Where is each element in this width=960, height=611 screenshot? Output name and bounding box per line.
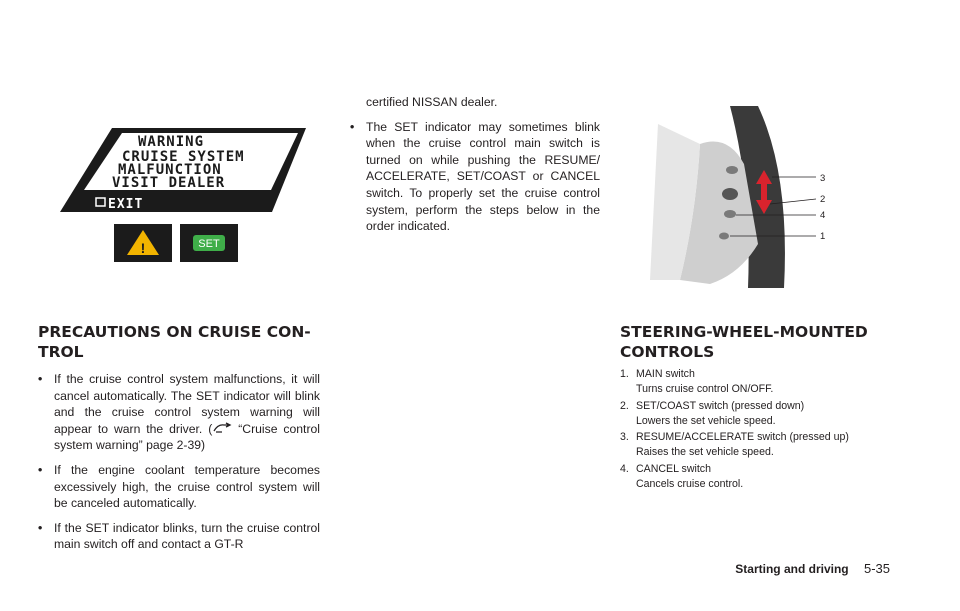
control-description: Raises the set vehicle speed.	[636, 446, 774, 458]
controls-heading	[620, 322, 920, 362]
precaution-item-1-ref-link[interactable]: “Cruise control system warning” page 2-39)	[54, 421, 320, 453]
precaution-item-3-continuation: certified NISSAN dealer.	[366, 95, 498, 109]
list-item	[620, 367, 920, 397]
callout-number: 3	[820, 173, 826, 184]
steering-wheel-illustration	[640, 104, 870, 290]
bullet: •	[38, 462, 43, 477]
precaution-item-1-ref-open: (	[208, 421, 213, 436]
list-item	[620, 430, 920, 460]
precautions-list-continued	[350, 94, 600, 235]
control-description: Lowers the set vehicle speed.	[636, 414, 776, 427]
display-line-3: MALFUNCTION	[118, 162, 222, 178]
callout-number: 4	[820, 210, 826, 221]
list-item	[38, 462, 320, 512]
controls-heading-line-1: STEERING-WHEEL-MOUNTED	[620, 323, 868, 341]
control-name: MAIN switch	[636, 368, 695, 380]
precaution-item-1-text: If the cruise control system malfunctions, it will cancel automatically. The SET indicator will blink and the cruise control system warning will appear to warn the driver.	[54, 372, 320, 436]
wheel-button-icon	[724, 210, 736, 218]
display-line-4: VISIT DEALER	[112, 175, 226, 191]
precaution-item-2-text: If the engine coolant temperature becomes excessively high, the cruise control system will be canceled automatically.	[54, 462, 320, 511]
control-number: 1.	[620, 368, 629, 380]
bullet: •	[38, 372, 43, 386]
precautions-heading-line-2: TROL	[38, 343, 84, 361]
list-item	[38, 520, 320, 553]
control-name: RESUME/ACCELERATE switch (pressed up)	[636, 431, 849, 443]
precautions-continued	[350, 94, 600, 243]
control-number: 4.	[620, 462, 629, 475]
wheel-button-icon	[722, 188, 738, 200]
list-item	[620, 399, 920, 429]
precautions-heading-line-1: PRECAUTIONS ON CRUISE CON-	[38, 323, 311, 341]
controls-list	[620, 367, 920, 492]
precautions-heading	[38, 322, 320, 362]
bullet: •	[38, 520, 43, 535]
control-number: 3.	[620, 431, 629, 443]
precautions-list	[38, 371, 320, 553]
warning-symbol: !	[140, 240, 146, 256]
controls-section	[620, 322, 920, 493]
list-item	[620, 462, 920, 492]
wheel-button-icon	[719, 233, 729, 240]
precaution-item-4-text: The SET indicator may sometimes blink when the cruise control main switch is turned on while pushing the RESUME/ ACCELERATE, SET/COAST or CANCEL switch. To properly set the cruise control system, perform the steps below in the order indicated.	[366, 119, 600, 234]
display-line-1: WARNING	[138, 134, 205, 150]
set-indicator-label: SET	[198, 238, 220, 250]
precautions-section	[38, 322, 320, 561]
display-line-2: CRUISE SYSTEM	[122, 149, 245, 165]
wheel-button-icon	[726, 166, 738, 174]
control-description: Cancels cruise control.	[636, 477, 744, 490]
page-reference-icon	[212, 422, 232, 434]
callout-number: 1	[820, 231, 826, 242]
list-item	[350, 94, 600, 111]
page-number: 5-35	[863, 561, 890, 576]
cruise-warning-illustration	[52, 112, 320, 264]
precaution-item-3-text: If the SET indicator blinks, turn the cruise control main switch off and contact a GT-R	[54, 520, 320, 552]
control-name: CANCEL switch	[636, 462, 711, 475]
controls-heading-line-2: CONTROLS	[620, 343, 715, 361]
footer-section-title: Starting and driving	[735, 562, 849, 576]
bullet: •	[350, 119, 355, 134]
list-item	[38, 371, 320, 454]
control-description: Turns cruise control ON/OFF.	[636, 383, 774, 395]
control-number: 2.	[620, 399, 629, 412]
callout-number: 2	[820, 194, 826, 205]
control-name: SET/COAST switch (pressed down)	[636, 399, 805, 412]
exit-label: EXIT	[108, 197, 144, 212]
list-item	[350, 119, 600, 235]
page-footer	[735, 561, 890, 576]
